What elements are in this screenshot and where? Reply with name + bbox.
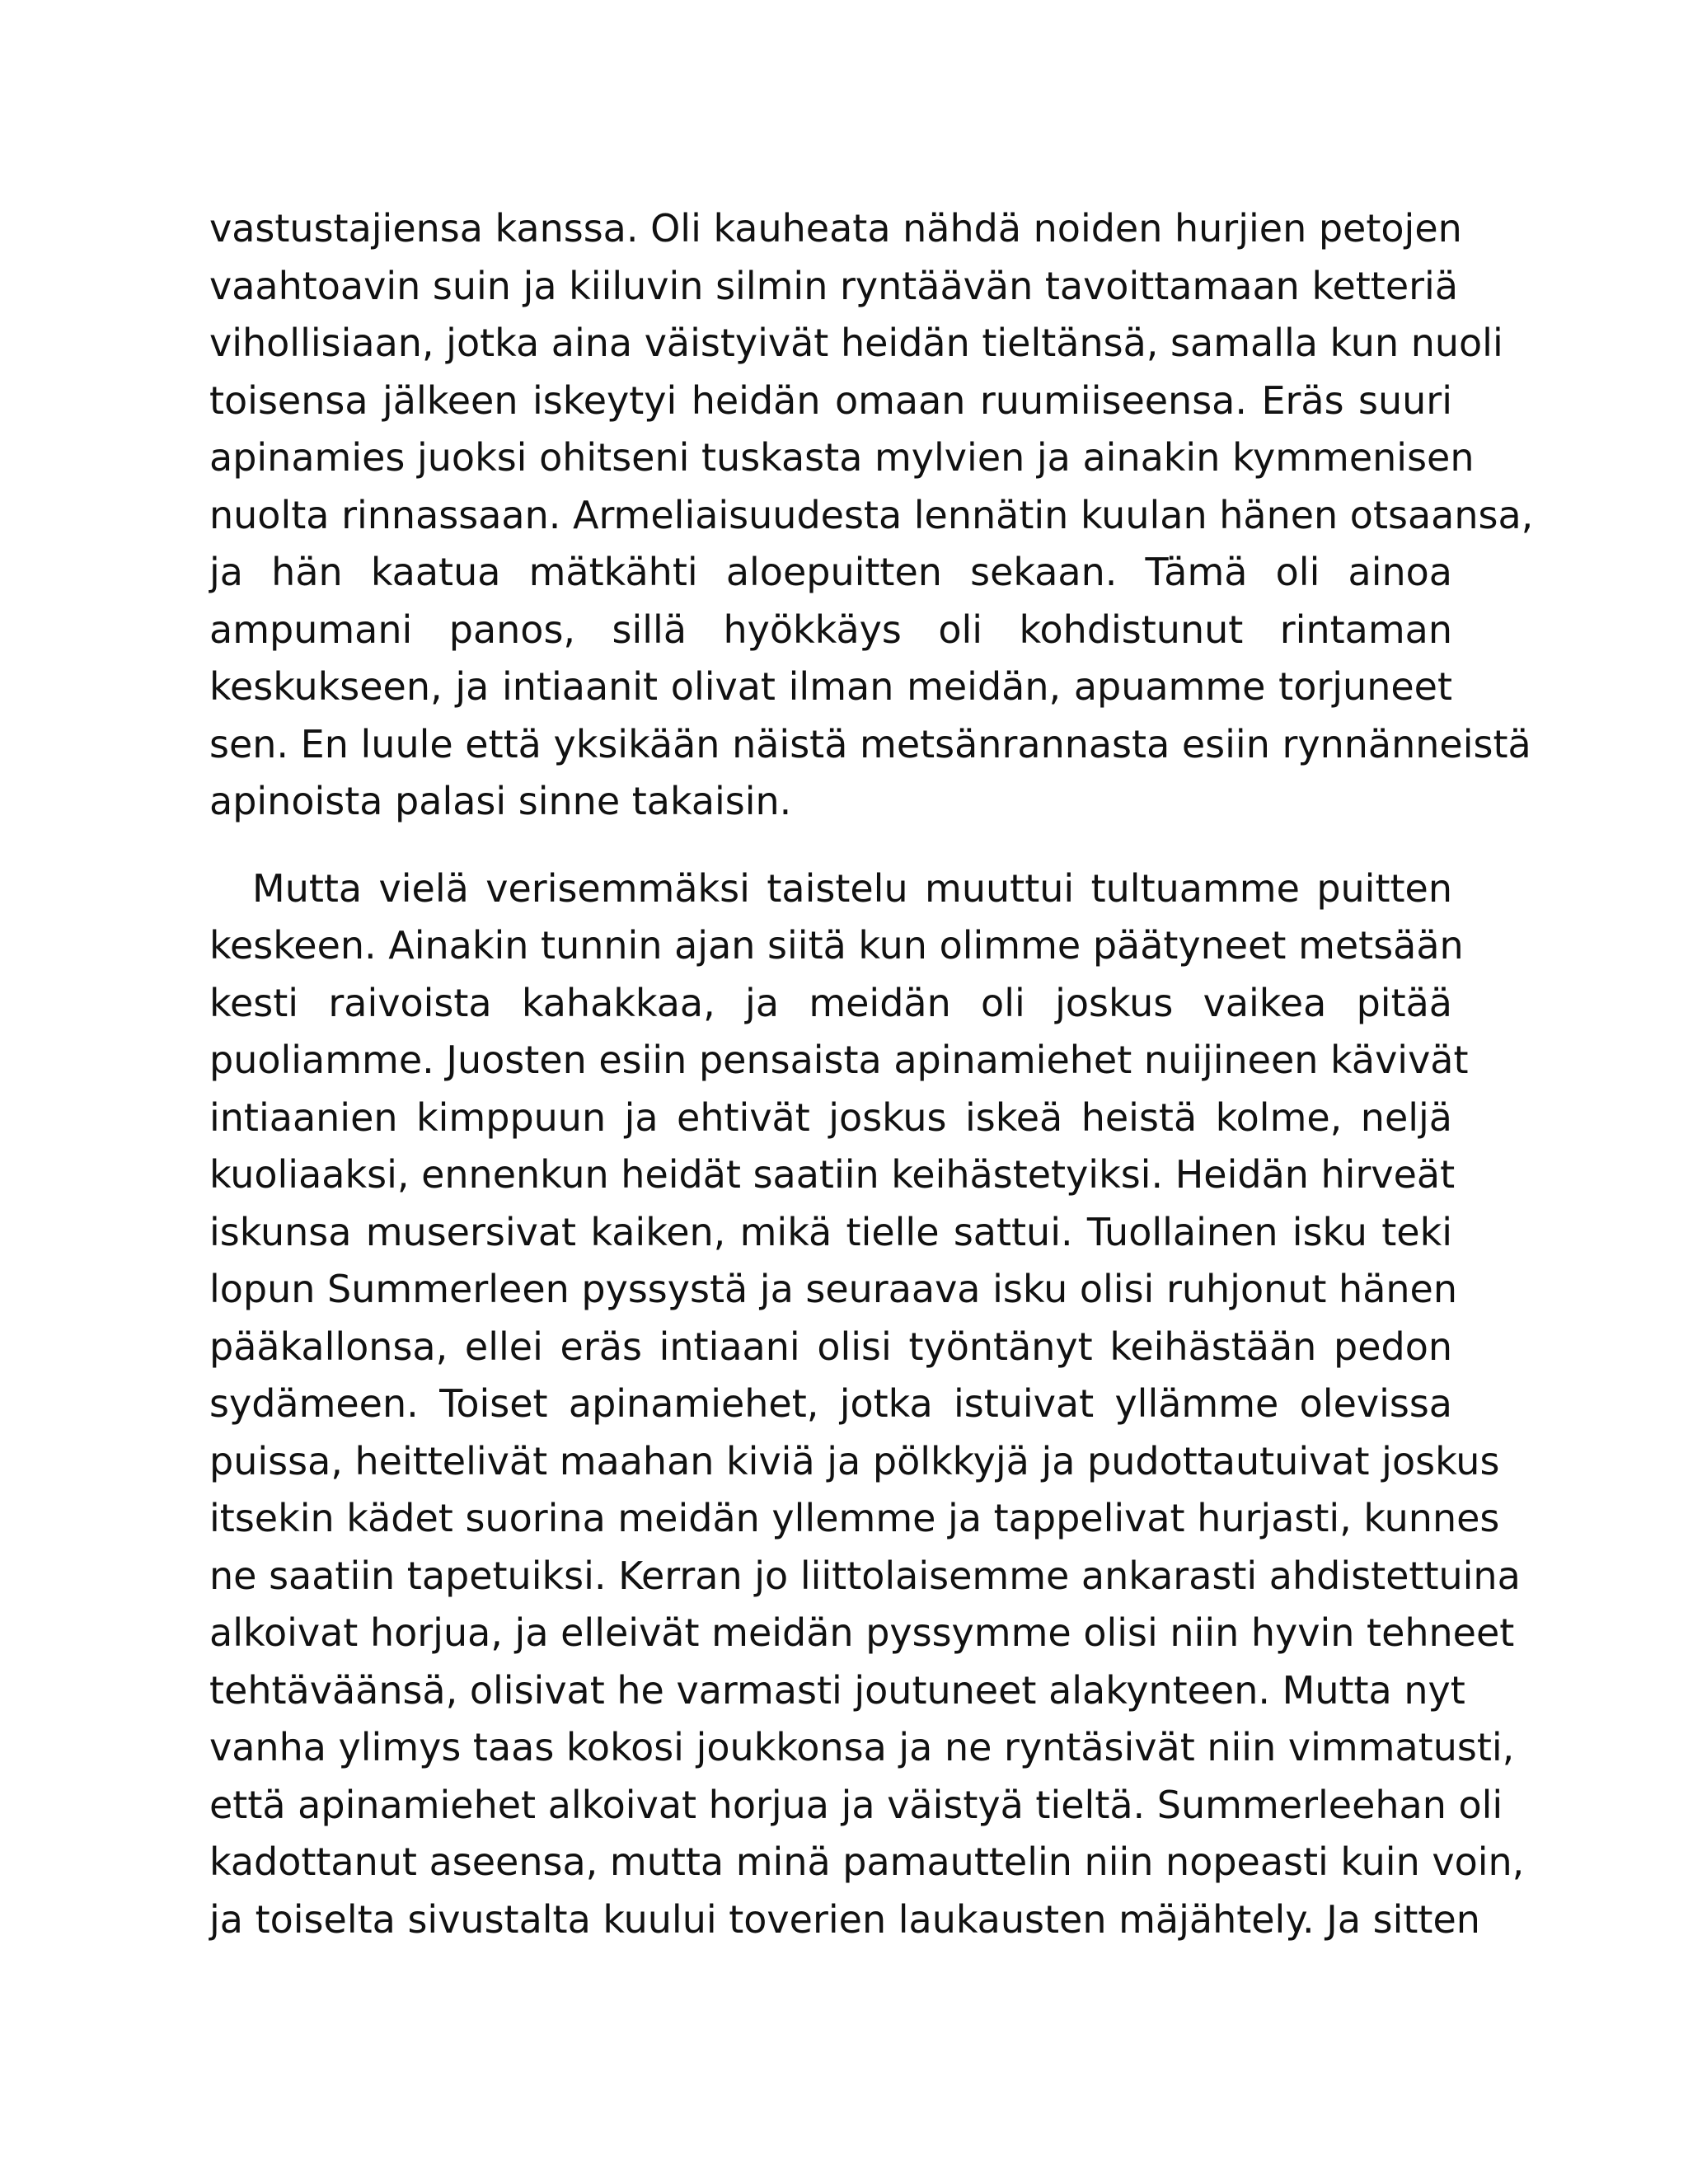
text-line: itsekin kädet suorina meidän yllemme ja tappelivat hurjasti, kunnes [209, 1496, 1500, 1540]
text-line: ne saatiin tapetuiksi. Kerran jo liittolaisemme ankarasti ahdistettuina [209, 1553, 1521, 1598]
text-line: sydämeen. Toiset apinamiehet, jotka istuivat yllämme olevissa [209, 1381, 1452, 1426]
body-text [209, 200, 1534, 1948]
text-line: vanha ylimys taas kokosi joukkonsa ja ne ryntäsivät niin vimmatusti, [209, 1725, 1515, 1769]
paragraph-gap [209, 831, 1452, 860]
text-line: sen. En luule että yksikään näistä metsänrannasta esiin rynnänneistä [209, 721, 1531, 766]
text-line: ampumani panos, sillä hyökkäys oli kohdistunut rintaman [209, 607, 1452, 652]
text-line: apinamies juoksi ohitseni tuskasta mylvien ja ainakin kymmenisen [209, 435, 1475, 480]
paragraph-1 [209, 200, 1534, 831]
text-line: nuolta rinnassaan. Armeliaisuudesta lennätin kuulan hänen otsaansa, [209, 492, 1534, 537]
text-line: keskukseen, ja intiaanit olivat ilman meidän, apuamme torjuneet [209, 664, 1452, 709]
text-line: kuoliaaksi, ennenkun heidät saatiin keihästetyiksi. Heidän hirveät [209, 1152, 1456, 1197]
paragraph-2 [209, 860, 1525, 1949]
text-line: alkoivat horjua, ja elleivät meidän pyssymme olisi niin hyvin tehneet [209, 1610, 1515, 1655]
text-line: iskunsa musersivat kaiken, mikä tielle sattui. Tuollainen isku teki [209, 1209, 1452, 1254]
text-line: apinoista palasi sinne takaisin. [209, 779, 792, 823]
text-line: puissa, heittelivät maahan kiviä ja pölkkyjä ja pudottautuivat joskus [209, 1438, 1500, 1483]
text-line: puoliamme. Juosten esiin pensaista apinamiehet nuijineen kävivät [209, 1038, 1469, 1082]
text-line: kesti raivoista kahakkaa, ja meidän oli joskus vaikea pitää [209, 980, 1452, 1025]
text-line: keskeen. Ainakin tunnin ajan siitä kun olimme päätyneet metsään [209, 923, 1464, 968]
text-line: ja hän kaatua mätkähti aloepuitten sekaan. Tämä oli ainoa [209, 550, 1452, 594]
text-line: ja toiselta sivustalta kuului toverien laukausten mäjähtely. Ja sitten [209, 1896, 1480, 1942]
text-line: tehtäväänsä, olisivat he varmasti joutuneet alakynteen. Mutta nyt [209, 1667, 1465, 1713]
text-line: vihollisiaan, jotka aina väistyivät heidän tieltänsä, samalla kun nuoli [209, 321, 1503, 365]
text-line: intiaanien kimppuun ja ehtivät joskus iskeä heistä kolme, neljä [209, 1094, 1452, 1140]
text-line: pääkallonsa, ellei eräs intiaani olisi työntänyt keihästään pedon [209, 1324, 1452, 1369]
text-line: kadottanut aseensa, mutta minä pamauttelin niin nopeasti kuin voin, [209, 1840, 1525, 1884]
text-line: vastustajiensa kanssa. Oli kauheata nähdä noiden hurjien petojen [209, 206, 1462, 251]
text-line: toisensa jälkeen iskeytyi heidän omaan ruumiiseensa. Eräs suuri [209, 377, 1452, 423]
text-line: lopun Summerleen pyssystä ja seuraava isku olisi ruhjonut hänen [209, 1267, 1458, 1311]
text-line: vaahtoavin suin ja kiiluvin silmin ryntäävän tavoittamaan ketteriä [209, 263, 1459, 308]
text-line: Mutta vielä verisemmäksi taistelu muuttui tultuamme puitten [252, 865, 1452, 911]
text-line: että apinamiehet alkoivat horjua ja väistyä tieltä. Summerleehan oli [209, 1782, 1503, 1827]
